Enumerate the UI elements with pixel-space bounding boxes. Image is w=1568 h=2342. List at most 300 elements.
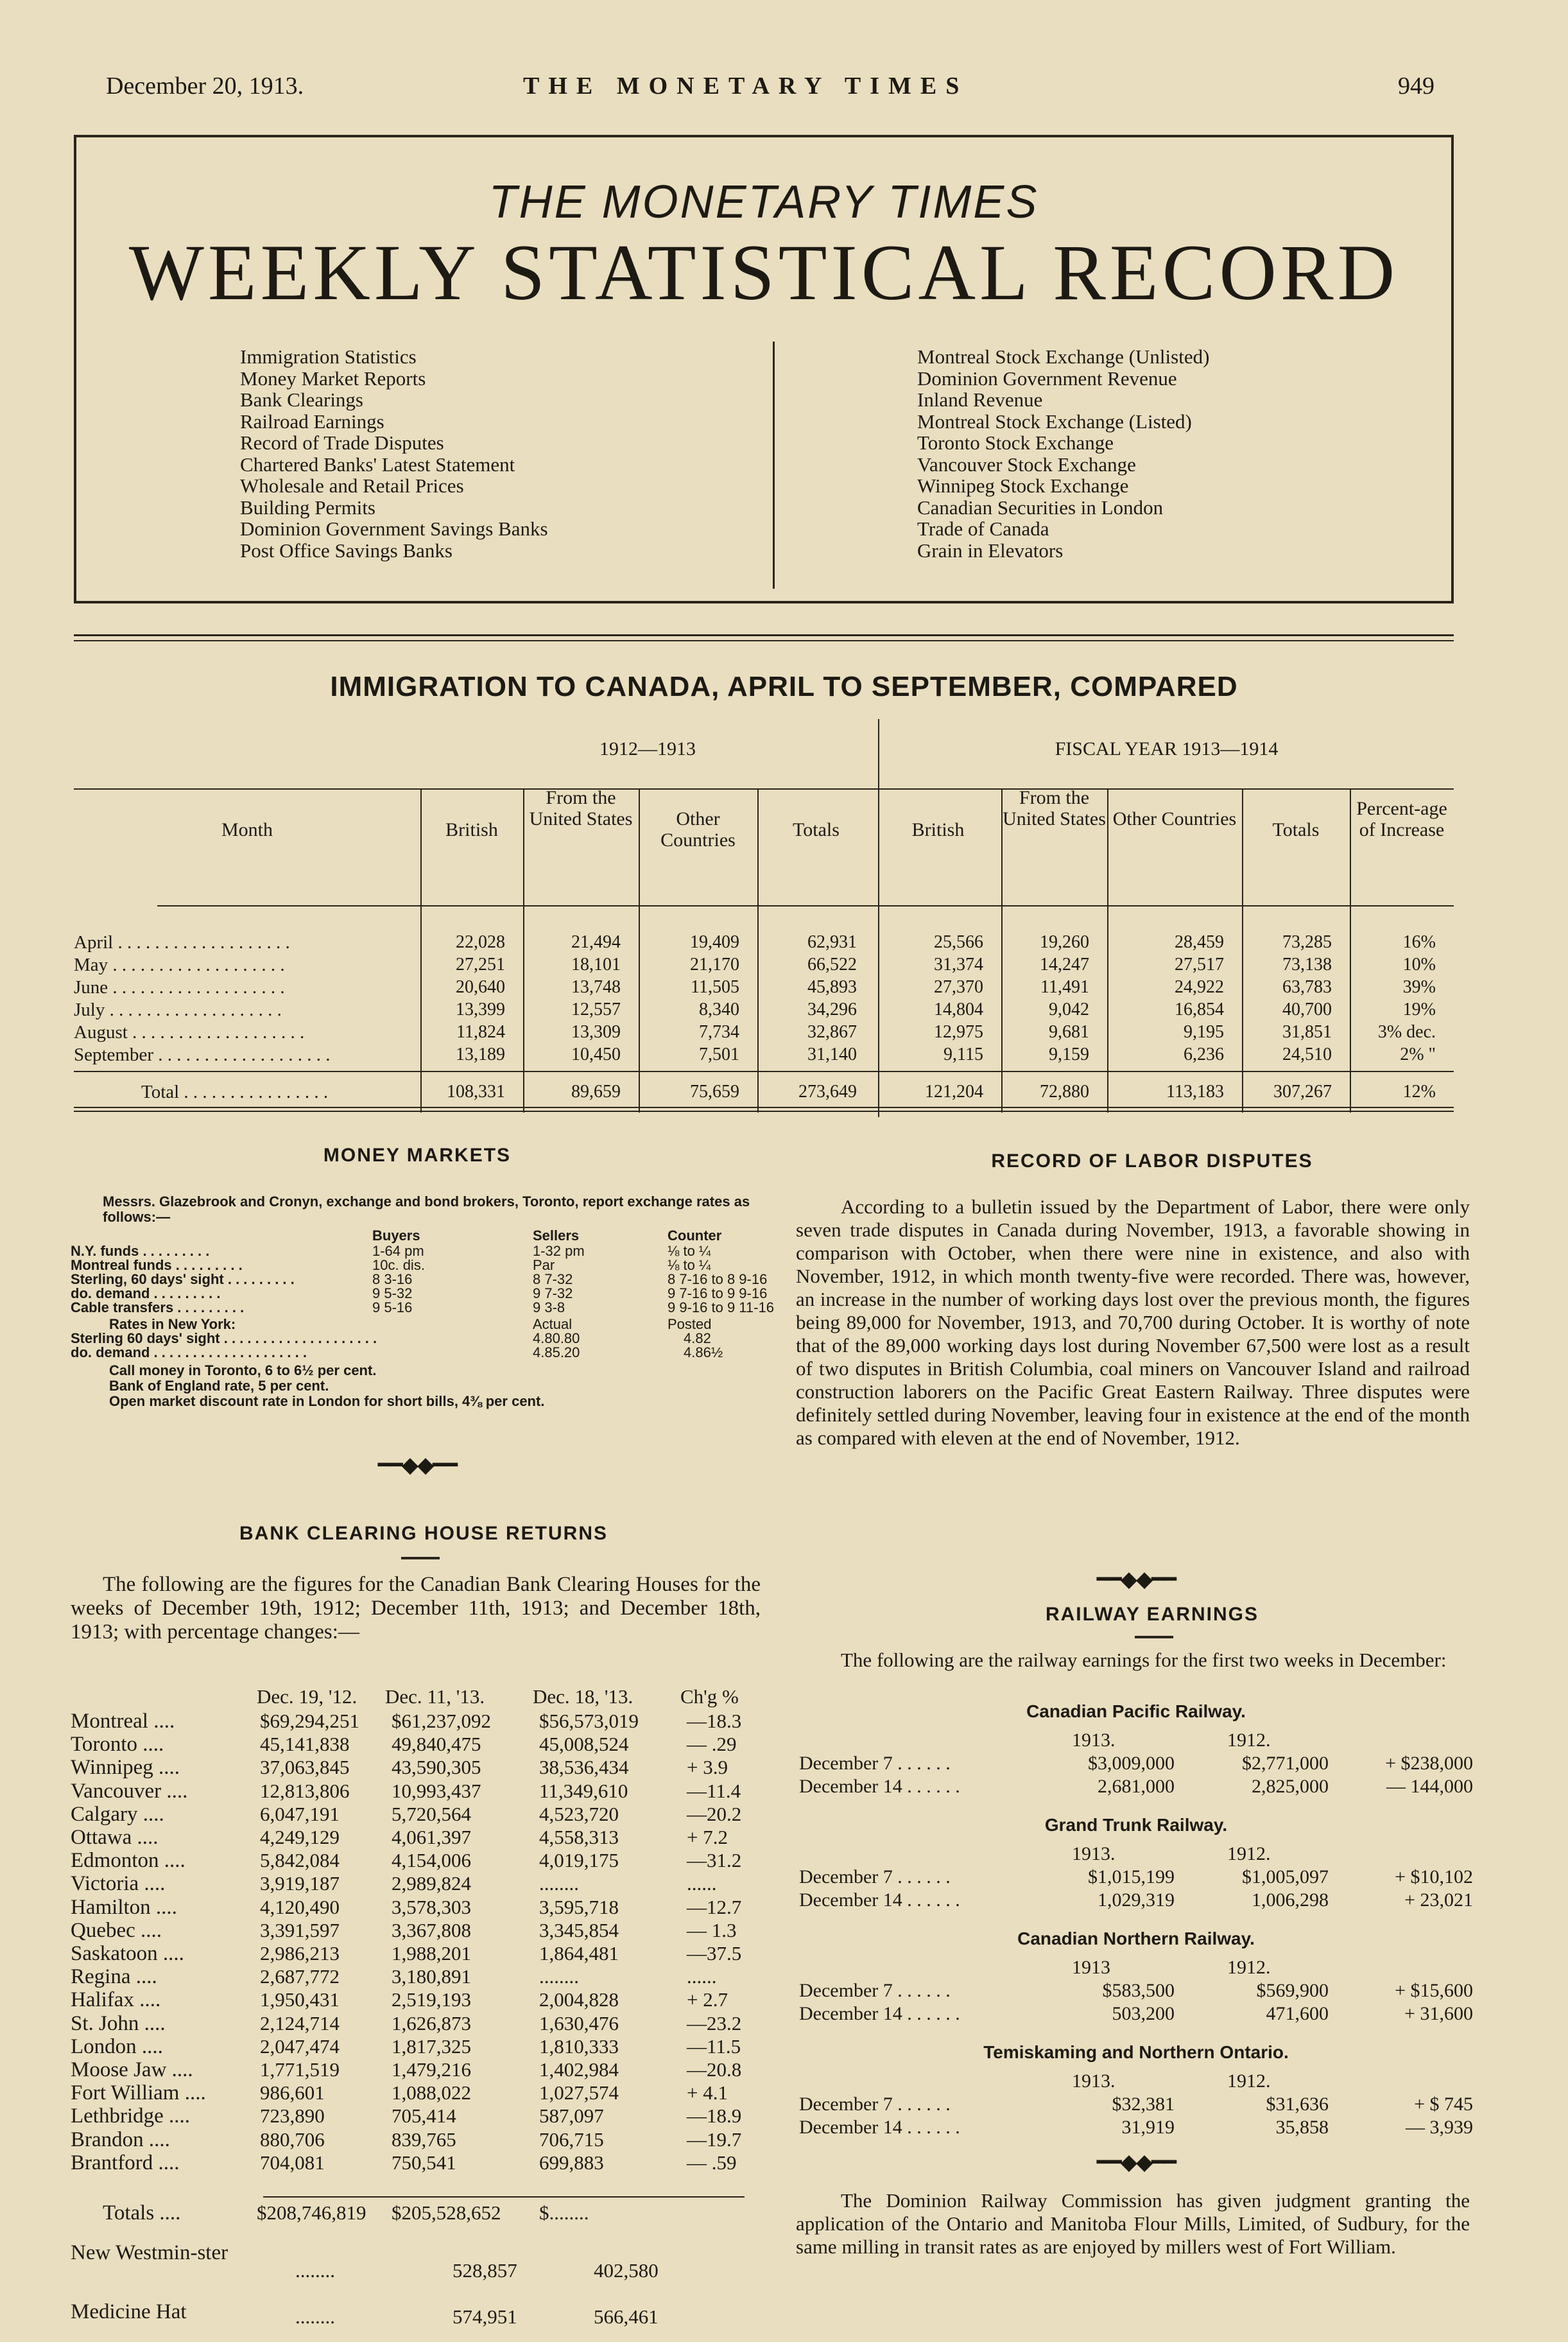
table-cell: 31,851 <box>1282 1022 1332 1042</box>
table-cell: 22,028 <box>456 932 505 952</box>
column-header: Dec. 11, '13. <box>385 1685 485 1708</box>
city-label: St. John .... <box>71 2011 166 2035</box>
clearing-cell: 2,986,213 <box>260 1942 340 1965</box>
heading-underline <box>401 1557 440 1559</box>
clearing-cell: 3,595,718 <box>539 1895 619 1918</box>
railway-change: + $10,102 <box>1395 1866 1473 1887</box>
total-cell: 121,204 <box>925 1082 983 1102</box>
railway-change: — 3,939 <box>1406 2117 1473 2138</box>
table-cell: 18,101 <box>571 955 621 975</box>
total-cell: 273,649 <box>798 1082 857 1102</box>
table-cell: 63,783 <box>1282 977 1332 997</box>
section-rule <box>74 634 1454 641</box>
table-cell: 73,138 <box>1282 955 1332 975</box>
clearing-cell: 4,558,313 <box>539 1826 619 1848</box>
column-header: British <box>911 819 965 840</box>
railway-cell: $583,500 <box>1102 1980 1175 2001</box>
clearing-cell: + 2.7 <box>687 1988 728 2011</box>
clearing-cell: 2,047,474 <box>260 2034 340 2058</box>
clearing-cell: 4,249,129 <box>260 1826 340 1848</box>
table-cell: 7,501 <box>699 1045 739 1064</box>
railway-date: December 14 . . . . . . <box>799 1776 960 1797</box>
railway-cell: $32,381 <box>1112 2094 1175 2115</box>
clearing-cell: ...... <box>687 1965 717 1988</box>
clearing-cell: + 7.2 <box>687 1826 728 1848</box>
table-cell: 16,854 <box>1175 1000 1224 1019</box>
rate-cell: 4.80.80 <box>533 1330 580 1346</box>
rate-cell: 4.85.20 <box>533 1344 580 1360</box>
railway-cell: $1,015,199 <box>1088 1866 1175 1887</box>
contents-divider <box>773 342 775 589</box>
clearing-cell: 528,857 <box>452 2259 517 2282</box>
contents-item: Montreal Stock Exchange (Listed) <box>917 410 1192 433</box>
rate-cell: ⅛ to ¼ <box>668 1257 711 1273</box>
clearing-cell: 402,580 <box>594 2259 659 2282</box>
clearing-cell: 5,720,564 <box>392 1802 471 1825</box>
rate-cell: ⅛ to ¼ <box>668 1243 711 1259</box>
table-cell: 9,042 <box>1049 1000 1089 1019</box>
clearing-cell: 566,461 <box>594 2305 659 2328</box>
city-label: Hamilton .... <box>71 1895 177 1919</box>
heading-underline <box>1135 1636 1173 1638</box>
clearing-cell: 12,813,806 <box>260 1779 350 1802</box>
immigration-table <box>74 719 1467 1130</box>
table-cell: 9,195 <box>1184 1022 1224 1042</box>
railway-company-name: Temiskaming and Northern Ontario. <box>983 2042 1289 2062</box>
clearing-cell: 750,541 <box>392 2151 456 2174</box>
column-header: Totals <box>1272 819 1320 840</box>
city-label: Halifax .... <box>71 1988 161 2012</box>
clearing-cell: —19.7 <box>687 2128 742 2151</box>
table-cell: 13,189 <box>456 1045 505 1064</box>
column-header: Other Countries <box>660 808 736 851</box>
rate-cell: 9 7-16 to 9 9-16 <box>668 1285 768 1301</box>
column-header: Actual <box>533 1316 573 1332</box>
railway-change: + $ 745 <box>1414 2094 1473 2115</box>
railway-date: December 14 . . . . . . <box>799 1889 960 1911</box>
city-label: Moose Jaw .... <box>71 2058 193 2081</box>
clearing-cell: —18.3 <box>687 1710 742 1732</box>
clearing-cell: 723,890 <box>260 2104 325 2128</box>
rate-cell: 9 9-16 to 9 11-16 <box>668 1299 774 1315</box>
totals-cell: $205,528,652 <box>392 2201 501 2224</box>
contents-item: Post Office Savings Banks <box>240 539 452 562</box>
railway-change: + 31,600 <box>1404 2003 1473 2024</box>
rate-cell: 4.86½ <box>684 1344 723 1360</box>
table-cell: 14,804 <box>934 1000 983 1019</box>
clearing-cell: —37.5 <box>687 1942 742 1965</box>
city-label: Toronto .... <box>71 1733 164 1756</box>
clearing-cell: — .29 <box>687 1733 737 1756</box>
clearing-cell: 3,345,854 <box>539 1918 619 1941</box>
table-cell: 25,566 <box>934 932 983 952</box>
table-cell: 6,236 <box>1184 1045 1224 1064</box>
table-cell: 7,734 <box>699 1022 739 1042</box>
railway-cell: 471,600 <box>1266 2003 1329 2024</box>
railway-earnings-heading: RAILWAY EARNINGS <box>1045 1604 1259 1625</box>
table-cell: 62,931 <box>807 932 857 952</box>
month-label: September . . . . . . . . . . . . . . . . . . . <box>74 1045 331 1065</box>
column-header: Ch'g % <box>680 1685 739 1708</box>
railway-cell: 1,029,319 <box>1098 1889 1175 1911</box>
month-label: May . . . . . . . . . . . . . . . . . . . <box>74 955 285 975</box>
clearing-cell: 1,630,476 <box>539 2011 619 2034</box>
contents-item: Canadian Securities in London <box>917 496 1164 519</box>
issue-date: December 20, 1913. <box>106 73 304 100</box>
clearing-cell: 574,951 <box>452 2305 517 2328</box>
clearing-cell: 587,097 <box>539 2104 604 2128</box>
month-label: April . . . . . . . . . . . . . . . . . . . <box>74 932 290 953</box>
city-label: Montreal .... <box>71 1710 175 1733</box>
contents-item: Toronto Stock Exchange <box>917 431 1114 454</box>
contents-item: Montreal Stock Exchange (Unlisted) <box>917 345 1210 368</box>
ornament-divider: ━━◆◆━━ <box>377 1453 457 1477</box>
railway-change: + $15,600 <box>1395 1980 1473 2001</box>
total-cell: 89,659 <box>571 1082 621 1102</box>
money-note: Call money in Toronto, 6 to 6½ per cent. <box>109 1362 377 1378</box>
row-label: do. demand . . . . . . . . . . . . . . . . . . . . <box>71 1344 307 1360</box>
clearing-cell: 4,154,006 <box>392 1849 471 1872</box>
rate-cell: 1-32 pm <box>533 1243 585 1259</box>
clearing-cell: $61,237,092 <box>392 1710 491 1732</box>
column-header: From the United States <box>529 787 633 829</box>
clearing-cell: —31.2 <box>687 1849 742 1872</box>
totals-label: Totals .... <box>103 2201 181 2225</box>
city-label: Saskatoon .... <box>71 1942 184 1965</box>
clearing-cell: 49,840,475 <box>392 1733 481 1756</box>
row-label: Sterling 60 days' sight . . . . . . . . . . . . . . . . . . . . <box>71 1330 377 1346</box>
bank-clearing-intro: The following are the figures for the Canadian Bank Clearing Houses for the weeks of December 19th, 1912; December 11th, 1913; and December 18th, 1913; with percentage changes:— <box>71 1573 761 1644</box>
table-cell: 28,459 <box>1175 932 1224 952</box>
clearing-cell: 3,578,303 <box>392 1895 471 1918</box>
column-header: Sellers <box>533 1227 580 1244</box>
total-label: Total . . . . . . . . . . . . . . . . <box>141 1082 329 1102</box>
clearing-cell: 4,019,175 <box>539 1849 619 1872</box>
clearing-cell: 1,626,873 <box>392 2011 471 2034</box>
year-header: 1912. <box>1227 1730 1271 1751</box>
rate-cell: 8 7-16 to 8 9-16 <box>668 1271 768 1287</box>
table-cell: 19% <box>1402 1000 1436 1019</box>
table-cell: 9,681 <box>1049 1022 1089 1042</box>
railway-intro: The following are the railway earnings for the first two weeks in December: <box>841 1649 1447 1671</box>
clearing-cell: 1,027,574 <box>539 2081 619 2104</box>
table-cell: 8,340 <box>699 1000 739 1019</box>
table-cell: 11,824 <box>456 1022 505 1042</box>
group-label-1913: FISCAL YEAR 1913—1914 <box>1055 738 1279 759</box>
ornament-divider: ━━◆◆━━ <box>1096 2151 1176 2174</box>
table-cell: 2% " <box>1400 1045 1436 1064</box>
contents-item: Winnipeg Stock Exchange <box>917 474 1129 497</box>
city-label: Brandon .... <box>71 2128 170 2151</box>
totals-cell: $208,746,819 <box>257 2201 366 2224</box>
clearing-cell: 1,088,022 <box>392 2081 471 2104</box>
rate-cell: 9 3-8 <box>533 1299 565 1315</box>
column-header: Other Countries <box>1112 808 1237 829</box>
clearing-cell: 699,883 <box>539 2151 604 2174</box>
clearing-cell: —23.2 <box>687 2011 742 2034</box>
row-label: Sterling, 60 days' sight . . . . . . . . . <box>71 1271 295 1287</box>
column-header: From the United States <box>1003 787 1106 829</box>
railway-cell: $569,900 <box>1256 1980 1329 2001</box>
table-cell: 24,922 <box>1175 977 1224 997</box>
table-cell: 32,867 <box>807 1022 857 1042</box>
table-cell: 12,975 <box>934 1022 983 1042</box>
railway-cell: $3,009,000 <box>1088 1753 1175 1774</box>
row-label: N.Y. funds . . . . . . . . . <box>71 1243 210 1259</box>
table-cell: 19,409 <box>690 932 739 952</box>
masthead-box <box>74 135 1454 603</box>
clearing-cell: 4,523,720 <box>539 1802 619 1825</box>
total-cell: 113,183 <box>1166 1082 1224 1102</box>
total-rule <box>263 2196 745 2198</box>
bank-clearing-table <box>71 1685 777 2327</box>
clearing-cell: ........ <box>295 2259 335 2282</box>
table-cell: 19,260 <box>1040 932 1089 952</box>
column-header: Dec. 18, '13. <box>533 1685 633 1708</box>
railway-closing-text: The Dominion Railway Commission has given judgment granting the application of the Ontario and Manitoba Flour Mills, Limited, of Sudbury, for the same milling in transit rates as are enjoyed by millers west of Fort William. <box>796 2189 1470 2258</box>
city-label: Winnipeg .... <box>71 1756 180 1780</box>
clearing-cell: 1,810,333 <box>539 2034 619 2058</box>
rate-cell: 4.82 <box>684 1330 711 1346</box>
rate-cell: 9 7-32 <box>533 1285 573 1301</box>
column-header: Dec. 19, '12. <box>257 1685 358 1708</box>
contents-item: Bank Clearings <box>240 388 363 411</box>
money-markets-intro: Messrs. Glazebrook and Cronyn, exchange and bond brokers, Toronto, report exchange rates as follows:— <box>103 1193 750 1225</box>
clearing-cell: 1,771,519 <box>260 2058 340 2081</box>
contents-item: Vancouver Stock Exchange <box>917 453 1136 476</box>
paper-name: THE MONETARY TIMES <box>523 73 969 100</box>
table-cell: 21,494 <box>571 932 621 952</box>
clearing-cell: 4,120,490 <box>260 1895 340 1918</box>
contents-item: Immigration Statistics <box>240 345 417 368</box>
new-york-label: Rates in New York: <box>109 1316 236 1332</box>
contents-left <box>240 346 548 561</box>
railway-date: December 7 . . . . . . <box>799 1866 951 1887</box>
clearing-cell: —20.8 <box>687 2058 742 2081</box>
clearing-cell: $56,573,019 <box>539 1710 639 1732</box>
table-cell: 40,700 <box>1282 1000 1332 1019</box>
railway-change: — 144,000 <box>1386 1776 1473 1797</box>
clearing-cell: —11.4 <box>687 1779 741 1802</box>
total-cell: 12% <box>1402 1082 1436 1102</box>
railway-date: December 14 . . . . . . <box>799 2003 960 2024</box>
month-label: June . . . . . . . . . . . . . . . . . . . <box>74 977 285 998</box>
table-cell: 10,450 <box>571 1045 621 1064</box>
column-header: British <box>445 819 498 840</box>
row-label: Cable transfers . . . . . . . . . <box>71 1299 245 1315</box>
clearing-cell: $69,294,251 <box>260 1710 359 1732</box>
clearing-cell: 10,993,437 <box>392 1779 481 1802</box>
rate-cell: 8 7-32 <box>533 1271 573 1287</box>
column-header: Buyers <box>372 1227 420 1244</box>
clearing-cell: 6,047,191 <box>260 1802 340 1825</box>
clearing-cell: + 4.1 <box>687 2081 728 2104</box>
railway-cell: 2,825,000 <box>1252 1776 1329 1797</box>
total-cell: 75,659 <box>690 1082 739 1102</box>
clearing-cell: 706,715 <box>539 2128 604 2151</box>
city-label: Edmonton .... <box>71 1849 185 1873</box>
clearing-cell: ........ <box>539 1965 579 1988</box>
clearing-cell: 1,402,984 <box>539 2058 619 2081</box>
table-cell: 27,517 <box>1175 955 1224 975</box>
page-number: 949 <box>1398 73 1434 100</box>
column-header: Totals <box>793 819 840 840</box>
clearing-cell: ........ <box>539 1872 579 1895</box>
clearing-cell: 5,842,084 <box>260 1849 340 1872</box>
header-bottom-rule <box>157 905 1454 906</box>
railway-change: + 23,021 <box>1404 1889 1473 1911</box>
contents-item: Dominion Government Savings Banks <box>240 517 548 540</box>
contents-right <box>917 346 1209 561</box>
month-label: July . . . . . . . . . . . . . . . . . . . <box>74 1000 282 1020</box>
railway-date: December 7 . . . . . . <box>799 2094 951 2115</box>
railway-company-name: Canadian Northern Railway. <box>1017 1929 1255 1948</box>
table-cell: 31,374 <box>934 955 983 975</box>
table-cell: 45,893 <box>807 977 857 997</box>
row-label: do. demand . . . . . . . . . <box>71 1285 221 1301</box>
clearing-cell: 37,063,845 <box>260 1756 350 1779</box>
clearing-cell: 43,590,305 <box>392 1756 481 1779</box>
year-header: 1912. <box>1227 2070 1271 2092</box>
year-header: 1913. <box>1072 2070 1116 2092</box>
year-header: 1913. <box>1072 1843 1116 1864</box>
city-label: Medicine Hat <box>71 2300 187 2323</box>
clearing-cell: 2,004,828 <box>539 1988 619 2011</box>
clearing-cell: ........ <box>295 2305 335 2328</box>
contents-item: Money Market Reports <box>240 367 426 390</box>
table-cell: 24,510 <box>1282 1045 1332 1064</box>
rate-cell: 1-64 pm <box>372 1243 424 1259</box>
contents-item: Wholesale and Retail Prices <box>240 474 464 497</box>
clearing-cell: 880,706 <box>260 2128 325 2151</box>
clearing-cell: 2,124,714 <box>260 2011 340 2034</box>
clearing-cell: 3,180,891 <box>392 1965 471 1988</box>
rate-cell: Par <box>533 1257 555 1273</box>
city-label: Vancouver .... <box>71 1779 188 1803</box>
immigration-title: IMMIGRATION TO CANADA, APRIL TO SEPTEMBER, COMPARED <box>330 671 1238 702</box>
clearing-cell: ...... <box>687 1872 717 1895</box>
table-cell: 14,247 <box>1040 955 1089 975</box>
railway-company-name: Canadian Pacific Railway. <box>1026 1701 1246 1721</box>
railway-cell: $1,005,097 <box>1242 1866 1329 1887</box>
railway-cell: 2,681,000 <box>1098 1776 1175 1797</box>
table-cell: 13,399 <box>456 1000 505 1019</box>
clearing-cell: 3,919,187 <box>260 1872 340 1895</box>
table-cell: 31,140 <box>807 1045 857 1064</box>
total-cell: 307,267 <box>1273 1082 1332 1102</box>
city-label: Victoria .... <box>71 1872 166 1896</box>
row-label: Montreal funds . . . . . . . . . <box>71 1257 243 1273</box>
month-label: August . . . . . . . . . . . . . . . . . . . <box>74 1022 305 1043</box>
clearing-cell: 704,081 <box>260 2151 325 2174</box>
railway-cell: 1,006,298 <box>1252 1889 1329 1911</box>
city-label: London .... <box>71 2034 163 2058</box>
money-note: Bank of England rate, 5 per cent. <box>109 1378 329 1394</box>
table-cell: 16% <box>1402 932 1436 952</box>
city-label: Regina .... <box>71 1965 157 1989</box>
rate-cell: 9 5-16 <box>372 1299 413 1315</box>
table-cell: 66,522 <box>807 955 857 975</box>
table-cell: 9,115 <box>943 1045 983 1064</box>
city-label: New Westmin-ster <box>71 2241 228 2264</box>
table-cell: 10% <box>1402 955 1436 975</box>
railway-earnings-table <box>796 1701 1476 2151</box>
clearing-cell: 45,008,524 <box>539 1733 629 1756</box>
year-header: 1912. <box>1227 1843 1271 1864</box>
total-rule <box>74 1111 1454 1112</box>
city-label: Lethbridge .... <box>71 2104 191 2128</box>
clearing-cell: 1,864,481 <box>539 1942 619 1965</box>
railway-date: December 14 . . . . . . <box>799 2117 960 2138</box>
clearing-cell: —20.2 <box>687 1802 742 1825</box>
clearing-cell: 705,414 <box>392 2104 456 2128</box>
table-cell: 11,491 <box>1040 977 1089 997</box>
total-rule <box>74 1107 1454 1108</box>
totals-cell: $........ <box>539 2201 589 2224</box>
clearing-cell: — 1.3 <box>687 1918 737 1941</box>
table-cell: 13,309 <box>571 1022 621 1042</box>
column-header: Counter <box>668 1227 722 1244</box>
rate-cell: 8 3-16 <box>372 1271 413 1287</box>
clearing-cell: 1,479,216 <box>392 2058 471 2081</box>
table-cell: 39% <box>1402 977 1436 997</box>
clearing-cell: —11.5 <box>687 2034 741 2058</box>
city-label: Ottawa .... <box>71 1826 159 1849</box>
clearing-cell: — .59 <box>687 2151 737 2174</box>
total-cell: 108,331 <box>447 1082 505 1102</box>
contents-item: Railroad Earnings <box>240 410 384 433</box>
contents-item: Record of Trade Disputes <box>240 431 444 454</box>
labor-disputes-heading: RECORD OF LABOR DISPUTES <box>991 1150 1313 1172</box>
railway-cell: 503,200 <box>1112 2003 1175 2024</box>
table-cell: 12,557 <box>571 1000 621 1019</box>
city-label: Brantford .... <box>71 2151 180 2174</box>
railway-date: December 7 . . . . . . <box>799 1753 951 1774</box>
railway-cell: 35,858 <box>1275 2117 1329 2138</box>
publication-name: THE MONETARY TIMES <box>488 177 1039 228</box>
clearing-cell: 839,765 <box>392 2128 456 2151</box>
clearing-cell: + 3.9 <box>687 1756 728 1779</box>
clearing-cell: 1,817,325 <box>392 2034 471 2058</box>
clearing-cell: 3,391,597 <box>260 1918 340 1941</box>
rate-cell: 9 5-32 <box>372 1285 413 1301</box>
table-cell: 73,285 <box>1282 932 1332 952</box>
table-cell: 34,296 <box>807 1000 857 1019</box>
table-cell: 27,370 <box>934 977 983 997</box>
city-label: Fort William .... <box>71 2081 206 2105</box>
group-label-1912: 1912—1913 <box>599 738 696 759</box>
table-cell: 27,251 <box>456 955 505 975</box>
clearing-cell: 986,601 <box>260 2081 325 2104</box>
contents-item: Chartered Banks' Latest Statement <box>240 453 515 476</box>
railway-change: + $238,000 <box>1385 1753 1473 1774</box>
table-cell: 21,170 <box>690 955 739 975</box>
contents-item: Building Permits <box>240 496 375 519</box>
table-cell: 11,505 <box>691 977 739 997</box>
column-header: Percent-age of Increase <box>1356 797 1447 840</box>
railway-company-name: Grand Trunk Railway. <box>1044 1815 1228 1835</box>
city-label: Calgary .... <box>71 1802 164 1826</box>
table-cell: 20,640 <box>456 977 505 997</box>
clearing-cell: 11,349,610 <box>539 1779 628 1802</box>
money-markets-table <box>71 1193 774 1438</box>
ornament-divider: ━━◆◆━━ <box>1096 1568 1176 1592</box>
year-header: 1913. <box>1072 1730 1116 1751</box>
header-top-rule <box>879 788 1454 790</box>
column-header: Month <box>221 819 273 840</box>
year-header: 1913 <box>1072 1957 1110 1978</box>
column-header: Posted <box>668 1316 712 1332</box>
